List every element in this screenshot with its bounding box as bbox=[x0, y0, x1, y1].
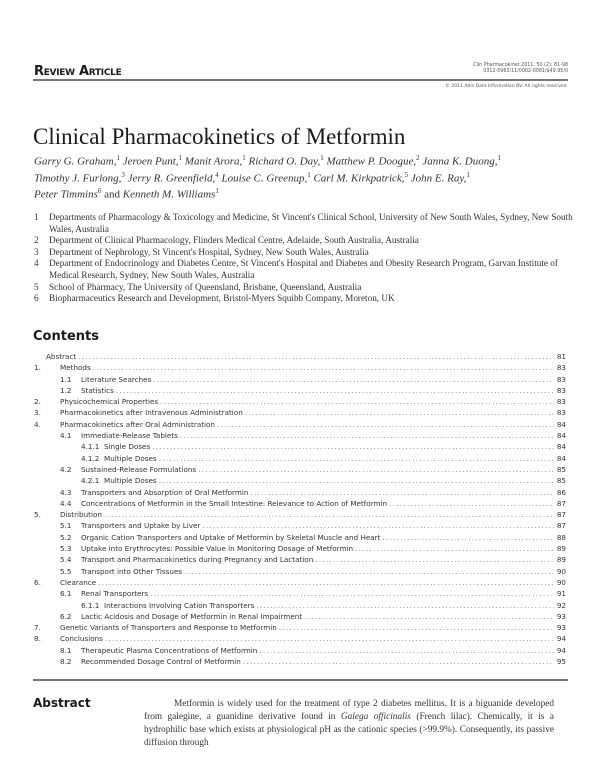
table-of-contents bbox=[34, 351, 566, 667]
affiliation-text: Department of Clinical Pharmacology, Flinders Medical Centre, Adelaide, South Australia, Australia bbox=[49, 235, 419, 246]
toc-number: 8.1 bbox=[60, 645, 72, 655]
toc-number: 4. bbox=[34, 419, 41, 429]
toc-leader-dots bbox=[102, 509, 554, 520]
affiliation-number: 3 bbox=[34, 246, 39, 257]
toc-leader-dots bbox=[178, 430, 554, 441]
affiliation-list bbox=[34, 212, 574, 305]
toc-leader-dots bbox=[157, 475, 554, 486]
toc-title[interactable]: Conclusions bbox=[60, 634, 103, 644]
toc-entry[interactable] bbox=[34, 645, 566, 656]
author-name: Richard O. Day, bbox=[248, 155, 321, 168]
affiliation-text: School of Pharmacy, The University of Queensland, Brisbane, Queensland, Australia bbox=[49, 281, 362, 292]
toc-entry[interactable] bbox=[34, 600, 566, 611]
toc-page: 83 bbox=[556, 397, 566, 407]
toc-number: 4.4 bbox=[60, 498, 72, 508]
toc-title[interactable]: Transporters and Absorption of Oral Metformin bbox=[81, 487, 249, 497]
toc-leader-dots bbox=[302, 611, 554, 622]
toc-title[interactable]: Organic Cation Transporters and Uptake of Metformin by Skeletal Muscle and Heart bbox=[81, 532, 381, 542]
author-name: Janna K. Duong, bbox=[422, 155, 498, 168]
toc-entry[interactable] bbox=[34, 362, 566, 373]
affiliation-marker: 1 bbox=[242, 154, 246, 162]
citation: Clin Pharmacokinet 2011; 50 (2): 81-98 bbox=[473, 63, 568, 68]
toc-entry[interactable] bbox=[34, 498, 566, 509]
toc-number: 6.2 bbox=[60, 611, 72, 621]
affiliation-text: Department of Endocrinology and Diabetes Centre, St Vincent's Hospital and Diabetes and Obesity Research Program, Garvan Institute of Medical Research, Sydney, New South Wales, Australia bbox=[49, 258, 558, 280]
toc-leader-dots bbox=[200, 520, 554, 531]
toc-entry[interactable] bbox=[34, 407, 566, 418]
toc-leader-dots bbox=[151, 374, 554, 385]
author-name: Jerry R. Greenfield, bbox=[127, 172, 216, 185]
toc-leader-dots bbox=[353, 543, 554, 554]
header-rule bbox=[33, 79, 568, 81]
toc-title[interactable]: Multiple Doses bbox=[104, 476, 157, 486]
toc-title[interactable]: Genetic Variants of Transporters and Response to Metformin bbox=[60, 623, 277, 633]
toc-entry[interactable] bbox=[34, 633, 566, 644]
toc-leader-dots bbox=[91, 362, 554, 373]
affiliation-number: 4 bbox=[34, 258, 39, 269]
toc-leader-dots bbox=[182, 566, 554, 577]
toc-title[interactable]: Interactions Involving Cation Transporters bbox=[104, 600, 255, 610]
affiliation-number: 1 bbox=[34, 212, 39, 222]
toc-number: 4.2.1 bbox=[81, 476, 100, 486]
toc-leader-dots bbox=[380, 532, 554, 543]
author-name: Jeroen Punt, bbox=[122, 155, 179, 168]
toc-number: 4.1.1 bbox=[81, 442, 100, 452]
toc-leader-dots bbox=[248, 487, 554, 498]
toc-leader-dots bbox=[254, 600, 554, 611]
toc-leader-dots bbox=[150, 441, 554, 452]
toc-page: 90 bbox=[556, 566, 566, 576]
toc-number: 6.1.1 bbox=[81, 600, 100, 610]
affiliation-item bbox=[34, 282, 574, 294]
toc-page: 87 bbox=[556, 521, 566, 531]
author-name: Peter Timmins bbox=[34, 188, 98, 201]
toc-number: 7. bbox=[34, 623, 41, 633]
toc-page: 89 bbox=[556, 555, 566, 565]
toc-title[interactable]: Immediate-Release Tablets bbox=[81, 431, 178, 441]
toc-entry[interactable] bbox=[34, 622, 566, 633]
toc-entry[interactable] bbox=[34, 430, 566, 441]
toc-page: 94 bbox=[556, 634, 566, 644]
affiliation-item bbox=[34, 258, 574, 281]
toc-number: 4.3 bbox=[60, 487, 72, 497]
toc-entry[interactable] bbox=[34, 475, 566, 486]
toc-number: 6.1 bbox=[60, 589, 72, 599]
affiliation-marker: 1 bbox=[178, 154, 183, 162]
toc-title[interactable]: Abstract bbox=[46, 352, 77, 361]
toc-entry[interactable] bbox=[34, 509, 566, 520]
affiliation-marker: 1 bbox=[466, 170, 470, 179]
toc-title[interactable]: Renal Transporters bbox=[81, 589, 149, 599]
toc-page: 83 bbox=[556, 408, 566, 418]
toc-number: 1. bbox=[34, 363, 41, 373]
toc-title[interactable]: Distribution bbox=[60, 510, 102, 520]
toc-number: 5.3 bbox=[60, 544, 72, 554]
toc-page: 84 bbox=[556, 442, 566, 452]
toc-title[interactable]: Sustained-Release Formulations bbox=[81, 464, 197, 474]
toc-leader-dots bbox=[241, 656, 554, 667]
author-name: Matthew P. Doogue, bbox=[326, 155, 417, 168]
toc-number: 5.5 bbox=[60, 566, 72, 576]
toc-title[interactable]: Transport and Pharmacokinetics during Pregnancy and Lactation bbox=[81, 555, 314, 565]
toc-page: 83 bbox=[556, 385, 566, 395]
toc-title[interactable]: Transporters and Uptake by Liver bbox=[81, 521, 201, 531]
affiliation-text: Biopharmaceutics Research and Development, Bristol-Myers Squibb Company, Moreton, UK bbox=[49, 293, 395, 304]
author-conjunction: and bbox=[104, 188, 121, 201]
toc-title[interactable]: Single Doses bbox=[104, 442, 151, 452]
toc-number: 5.4 bbox=[60, 555, 72, 565]
toc-number: 5.1 bbox=[60, 521, 72, 531]
toc-page: 85 bbox=[556, 464, 566, 474]
author-name: Carl M. Kirkpatrick, bbox=[313, 172, 405, 185]
author-name: Garry G. Graham, bbox=[34, 155, 117, 168]
toc-page: 94 bbox=[556, 645, 566, 655]
toc-entry[interactable] bbox=[34, 611, 566, 622]
toc-entry[interactable] bbox=[34, 577, 566, 588]
toc-entry[interactable] bbox=[34, 543, 566, 554]
affiliation-marker: 3 bbox=[121, 170, 125, 179]
author-name: Louise C. Greenup, bbox=[221, 172, 308, 185]
affiliation-item bbox=[34, 247, 574, 259]
toc-page: 95 bbox=[556, 657, 566, 667]
abstract-text bbox=[144, 698, 554, 750]
toc-title[interactable]: Physicochemical Properties bbox=[60, 397, 159, 407]
toc-page: 88 bbox=[556, 532, 566, 542]
toc-title[interactable]: Pharmacokinetics after Intravenous Administration bbox=[60, 408, 243, 418]
toc-page: 89 bbox=[556, 544, 566, 554]
affiliation-number: 5 bbox=[34, 281, 39, 292]
affiliation-number: 2 bbox=[34, 235, 39, 246]
affiliation-marker: 1 bbox=[307, 170, 311, 179]
toc-entry[interactable] bbox=[34, 487, 566, 498]
toc-entry[interactable] bbox=[34, 396, 566, 407]
toc-entry[interactable] bbox=[34, 520, 566, 531]
toc-leader-dots bbox=[313, 554, 554, 565]
toc-leader-dots bbox=[215, 419, 554, 430]
toc-page: 83 bbox=[556, 363, 566, 373]
toc-title[interactable]: Pharmacokinetics after Oral Administration bbox=[60, 419, 215, 429]
affiliation-marker: 4 bbox=[215, 170, 219, 179]
toc-number bbox=[34, 351, 46, 362]
author-name: John E. Ray, bbox=[410, 172, 467, 185]
toc-leader-dots bbox=[158, 396, 554, 407]
affiliation-text: Department of Nephrology, St Vincent's Hospital, Sydney, New South Wales, Australia bbox=[49, 246, 369, 257]
toc-leader-dots bbox=[76, 351, 554, 362]
toc-number: 8.2 bbox=[60, 657, 72, 667]
toc-leader-dots bbox=[387, 498, 554, 509]
toc-number: 4.2 bbox=[60, 464, 72, 474]
toc-page: 83 bbox=[556, 374, 566, 384]
toc-leader-dots bbox=[243, 407, 554, 418]
toc-number: 6. bbox=[34, 577, 41, 587]
copyright: © 2011 Adis Data Information BV. All rights reserved. bbox=[445, 84, 568, 89]
affiliation-marker: 1 bbox=[116, 154, 120, 162]
author-name: Timothy J. Furlong, bbox=[34, 172, 122, 185]
toc-title[interactable]: Concentrations of Metformin in the Small Intestine: Relevance to Action of Metformin bbox=[81, 498, 388, 508]
section-label: Review Article bbox=[34, 64, 122, 79]
toc-page: 87 bbox=[556, 510, 566, 520]
toc-title[interactable]: Methods bbox=[60, 363, 91, 373]
toc-entry[interactable] bbox=[34, 351, 566, 362]
toc-number: 5.2 bbox=[60, 532, 72, 542]
issn: 0312-5963/11/0002-0081/$49.95/0 bbox=[483, 69, 568, 74]
citation-block bbox=[473, 63, 568, 75]
abstract-text-part: (French lilac). Chemically, it is a hydrophilic base which exists at physiological pH as the cationic species (>99.9%). Consequently, its passive diffusion through bbox=[144, 712, 554, 748]
toc-number: 5. bbox=[34, 510, 41, 520]
toc-page: 87 bbox=[556, 498, 566, 508]
toc-title[interactable]: Recommended Dosage Control of Metformin bbox=[81, 657, 241, 667]
affiliation-marker: 1 bbox=[215, 187, 219, 196]
affiliation-item bbox=[34, 212, 574, 235]
toc-leader-dots bbox=[196, 464, 554, 475]
affiliation-item bbox=[34, 235, 574, 247]
toc-entry[interactable] bbox=[34, 385, 566, 396]
author-name: Kenneth M. Williams bbox=[122, 188, 216, 201]
toc-title[interactable]: Lactic Acidosis and Dosage of Metformin in Renal Impairment bbox=[81, 611, 303, 621]
toc-number: 8. bbox=[34, 634, 41, 644]
toc-entry[interactable] bbox=[34, 453, 566, 464]
toc-number: 1.1 bbox=[60, 374, 72, 384]
affiliation-marker: 2 bbox=[416, 154, 420, 162]
toc-leader-dots bbox=[157, 453, 554, 464]
toc-title[interactable]: Transport into Other Tissues bbox=[81, 566, 183, 576]
toc-leader-dots bbox=[96, 577, 554, 588]
toc-entry[interactable] bbox=[34, 419, 566, 430]
toc-page: 85 bbox=[556, 476, 566, 486]
article-title: Clinical Pharmacokinetics of Metformin bbox=[33, 124, 406, 149]
toc-page: 81 bbox=[556, 352, 566, 361]
toc-page: 90 bbox=[556, 577, 566, 587]
affiliation-marker: 1 bbox=[497, 154, 501, 162]
toc-title[interactable]: Uptake into Erythrocytes: Possible Value in Monitoring Dosage of Metformin bbox=[81, 544, 354, 554]
toc-entry[interactable] bbox=[34, 656, 566, 667]
toc-number: 4.1 bbox=[60, 431, 72, 441]
toc-entry[interactable] bbox=[34, 554, 566, 565]
affiliation-marker: 5 bbox=[404, 170, 409, 179]
toc-leader-dots bbox=[257, 645, 554, 656]
toc-entry[interactable] bbox=[34, 374, 566, 385]
toc-page: 91 bbox=[556, 589, 566, 599]
affiliation-text: Departments of Pharmacology & Toxicology and Medicine, St Vincent's Clinical School, University of New South Wales, Sydney, New South Wales, Australia bbox=[49, 212, 573, 234]
author-list bbox=[34, 152, 554, 202]
toc-leader-dots bbox=[148, 588, 554, 599]
affiliation-marker: 6 bbox=[97, 187, 102, 196]
toc-page: 92 bbox=[556, 600, 566, 610]
toc-entry[interactable] bbox=[34, 464, 566, 475]
toc-entry[interactable] bbox=[34, 588, 566, 599]
toc-page: 84 bbox=[556, 453, 566, 463]
abstract-text-part: Metformin is widely used for the treatment of type 2 diabetes mellitus. It is a biguanide developed from galegine, a guanidine derivative found in bbox=[144, 699, 554, 722]
toc-title[interactable]: Literature Searches bbox=[81, 374, 152, 384]
author-name: Manit Arora, bbox=[184, 155, 243, 168]
abstract-heading: Abstract bbox=[33, 696, 91, 710]
toc-page: 93 bbox=[556, 611, 566, 621]
toc-entry[interactable] bbox=[34, 566, 566, 577]
toc-title[interactable]: Clearance bbox=[60, 577, 97, 587]
toc-number: 2. bbox=[34, 397, 41, 407]
toc-page: 84 bbox=[556, 419, 566, 429]
toc-page: 86 bbox=[556, 487, 566, 497]
toc-page: 93 bbox=[556, 623, 566, 633]
affiliation-number: 6 bbox=[34, 293, 39, 304]
toc-title[interactable]: Therapeutic Plasma Concentrations of Metformin bbox=[81, 645, 258, 655]
toc-leader-dots bbox=[114, 385, 554, 396]
toc-leader-dots bbox=[103, 633, 554, 644]
toc-entry[interactable] bbox=[34, 441, 566, 452]
abstract-species-name: Galega officinalis bbox=[340, 712, 411, 722]
toc-title[interactable]: Statistics bbox=[81, 385, 114, 395]
toc-number: 4.1.2 bbox=[81, 453, 100, 463]
toc-page: 84 bbox=[556, 431, 566, 441]
affiliation-marker: 1 bbox=[320, 154, 324, 162]
contents-heading: Contents bbox=[33, 329, 99, 344]
toc-leader-dots bbox=[277, 622, 554, 633]
toc-number: 1.2 bbox=[60, 385, 72, 395]
toc-number: 3. bbox=[34, 408, 41, 418]
toc-entry[interactable] bbox=[34, 532, 566, 543]
toc-title[interactable]: Multiple Doses bbox=[104, 453, 157, 463]
affiliation-item bbox=[34, 293, 574, 305]
contents-rule bbox=[33, 679, 568, 681]
